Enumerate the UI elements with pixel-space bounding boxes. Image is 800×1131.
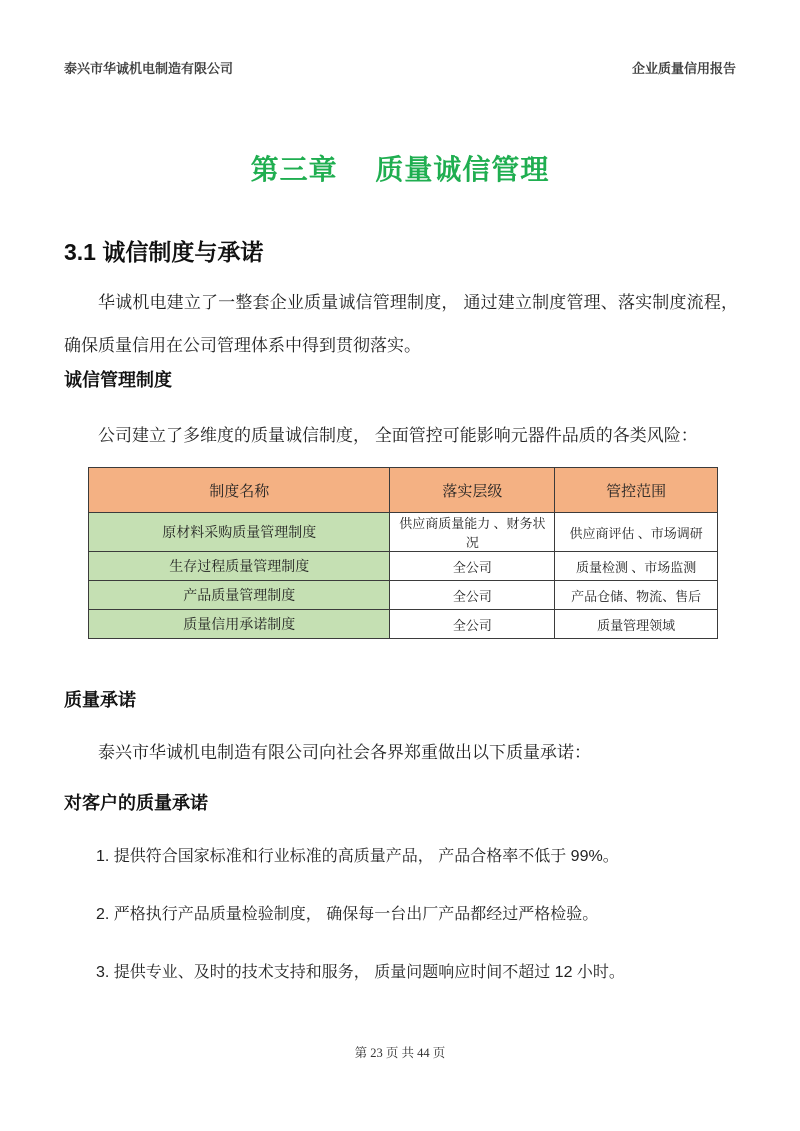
table-cell-scope: 供应商评估 、市场调研 <box>555 513 718 552</box>
section-3-1-paragraph: 华诚机电建立了一整套企业质量诚信管理制度， 通过建立制度管理、落实制度流程，确保质量信用在公司管理体系中得到贯彻落实。 <box>64 293 738 355</box>
table-row <box>89 513 718 552</box>
header-report-title: 企业质量信用报告 <box>631 61 736 76</box>
page-number: 第 23 页 共 44 页 <box>354 1046 446 1060</box>
table-cell-system-name: 生存过程质量管理制度 <box>89 552 390 581</box>
table-row <box>89 581 718 610</box>
table-row <box>89 552 718 581</box>
customer-commitment-heading: 对客户的质量承诺 <box>64 793 208 813</box>
table-cell-level: 全公司 <box>390 552 555 581</box>
table-cell-scope: 质量管理领域 <box>555 610 718 639</box>
quality-commitment-heading: 质量承诺 <box>64 690 136 710</box>
table-cell-level: 全公司 <box>390 581 555 610</box>
table-header-row <box>89 468 718 513</box>
table-cell-level: 供应商质量能力 、财务状况 <box>390 513 555 552</box>
table-header-system-name: 制度名称 <box>89 468 390 513</box>
table-header-level: 落实层级 <box>390 468 555 513</box>
table-header-scope: 管控范围 <box>555 468 718 513</box>
table-cell-scope: 产品仓储、物流、售后 <box>555 581 718 610</box>
commitment-item: 3. 提供专业、及时的技术支持和服务， 质量问题响应时间不超过 12 小时。 <box>96 964 625 981</box>
integrity-system-table <box>88 467 718 639</box>
table-cell-system-name: 产品质量管理制度 <box>89 581 390 610</box>
table-cell-system-name: 原材料采购质量管理制度 <box>89 513 390 552</box>
commitment-item: 2. 严格执行产品质量检验制度， 确保每一台出厂产品都经过严格检验。 <box>96 906 599 923</box>
section-3-1-heading: 3.1 诚信制度与承诺 <box>64 239 264 265</box>
table-cell-system-name: 质量信用承诺制度 <box>89 610 390 639</box>
page-header <box>64 58 736 77</box>
table-cell-scope: 质量检测 、市场监测 <box>555 552 718 581</box>
header-company-name: 泰兴市华诚机电制造有限公司 <box>64 61 234 76</box>
integrity-system-paragraph: 公司建立了多维度的质量诚信制度， 全面管控可能影响元器件品质的各类风险： <box>98 426 698 445</box>
integrity-system-heading: 诚信管理制度 <box>64 370 172 390</box>
quality-commitment-paragraph: 泰兴市华诚机电制造有限公司向社会各界郑重做出以下质量承诺： <box>98 743 591 762</box>
table-row <box>89 610 718 639</box>
table-cell-level: 全公司 <box>390 610 555 639</box>
commitment-item: 1. 提供符合国家标准和行业标准的高质量产品， 产品合格率不低于 99%。 <box>96 848 619 865</box>
chapter-title: 第三章 质量诚信管理 <box>250 154 550 185</box>
